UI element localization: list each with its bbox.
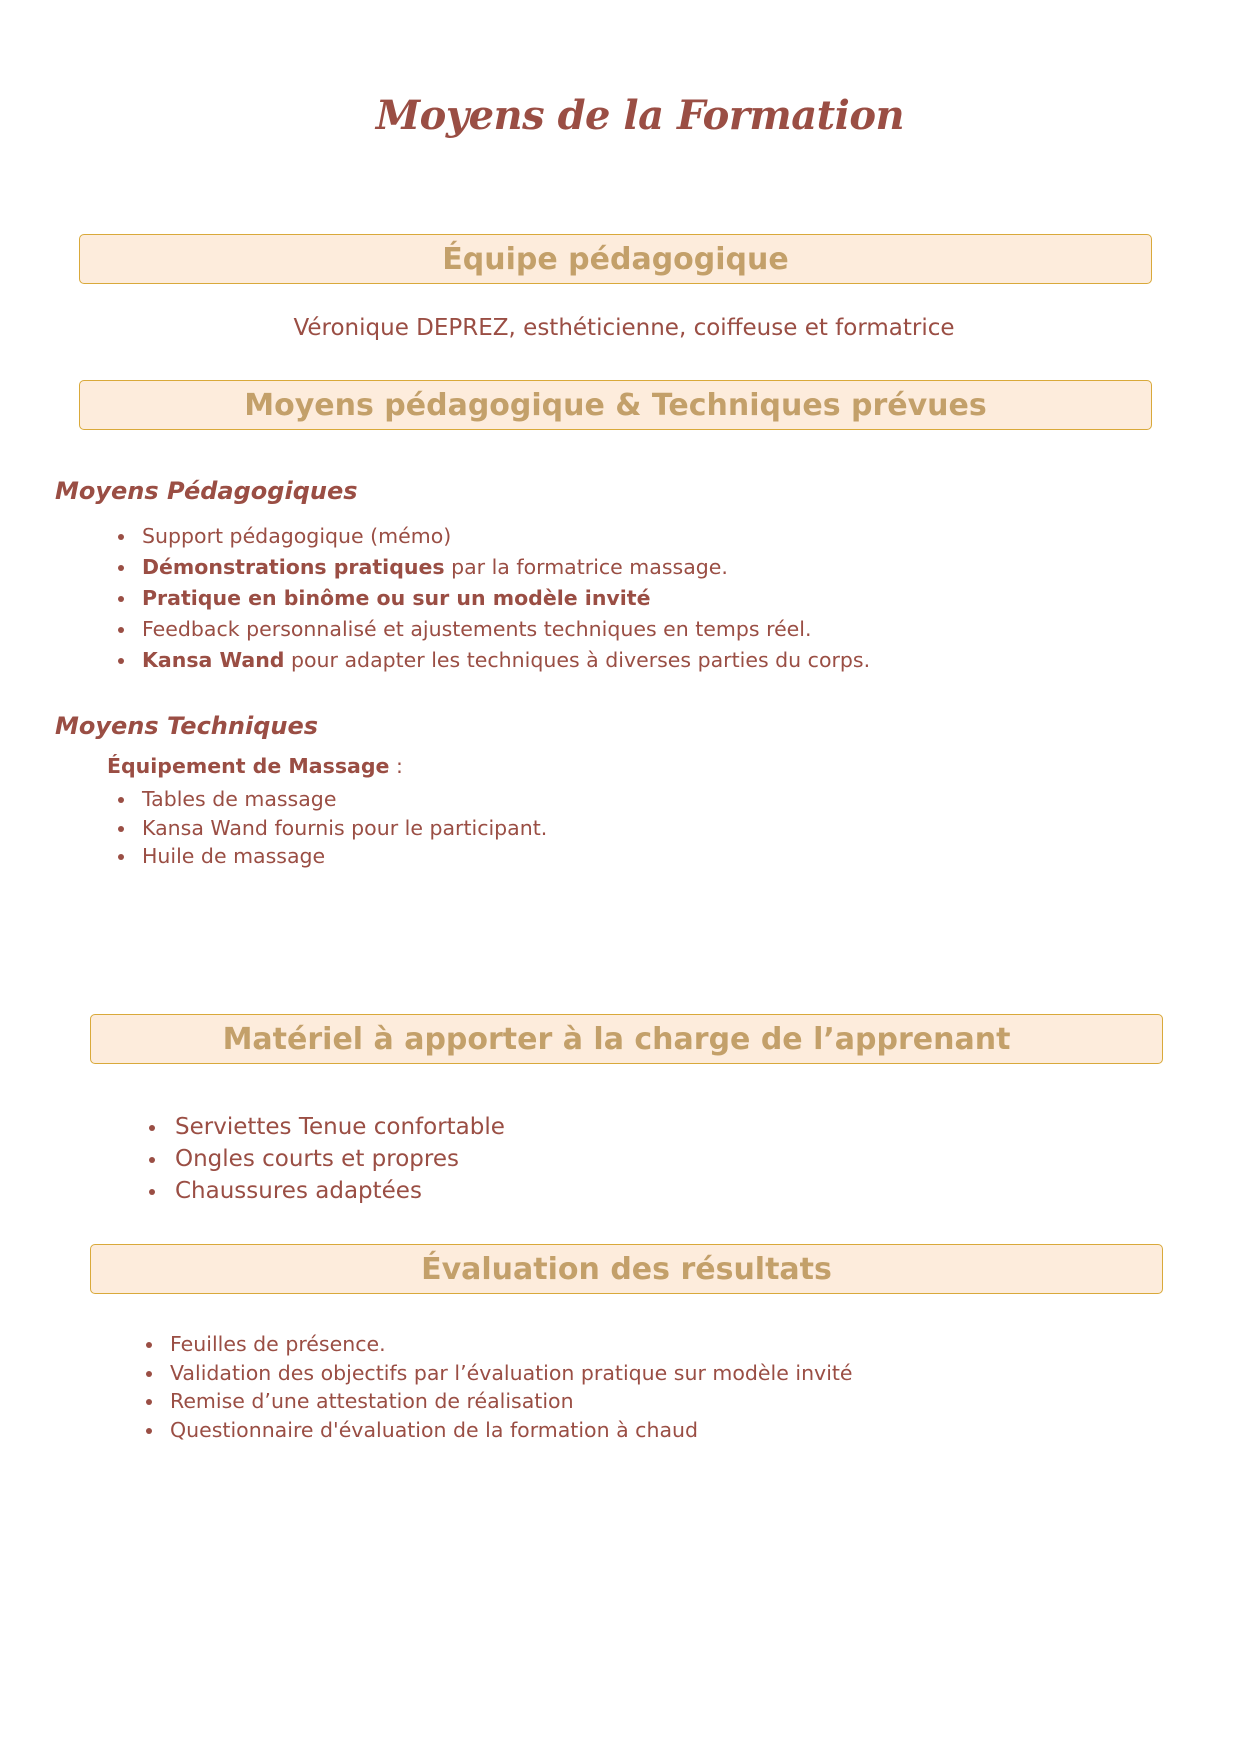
list-item: Feuilles de présence. [170, 1330, 1170, 1359]
list-item: Kansa Wand pour adapter les techniques à diverses parties du corps. [142, 645, 1142, 676]
list-moyens-pedagogiques [142, 521, 1142, 676]
list-item: Ongles courts et propres [175, 1143, 1175, 1175]
list-item: Tables de massage [142, 785, 1142, 814]
page-title: Moyens de la Formation [375, 92, 905, 139]
list-item: Serviettes Tenue confortable [175, 1111, 1175, 1143]
list-item: Chaussures adaptées [175, 1175, 1175, 1207]
section-heading-materiel: Matériel à apporter à la charge de l’apprenant [90, 1014, 1163, 1064]
subtitle-moyens-techniques: Moyens Techniques [55, 712, 319, 740]
list-materiel [175, 1111, 1175, 1207]
section-heading-moyens: Moyens pédagogique & Techniques prévues [79, 380, 1152, 430]
list-item: Validation des objectifs par l’évaluation pratique sur modèle invité [170, 1359, 1170, 1388]
subtitle-moyens-pedagogiques: Moyens Pédagogiques [55, 477, 358, 505]
list-moyens-techniques [142, 785, 1142, 871]
list-evaluation [170, 1330, 1170, 1444]
list-item: Feedback personnalisé et ajustements techniques en temps réel. [142, 614, 1142, 645]
list-item: Pratique en binôme ou sur un modèle invité [142, 583, 1142, 614]
list-item: Questionnaire d'évaluation de la formation à chaud [170, 1416, 1170, 1445]
list-item: Support pédagogique (mémo) [142, 521, 1142, 552]
list-item: Remise d’une attestation de réalisation [170, 1387, 1170, 1416]
equipe-text: Véronique DEPREZ, esthéticienne, coiffeuse et formatrice [293, 315, 955, 341]
equipement-label: Équipement de Massage : [107, 754, 403, 778]
section-heading-evaluation: Évaluation des résultats [90, 1244, 1163, 1294]
list-item: Kansa Wand fournis pour le participant. [142, 814, 1142, 843]
list-item: Huile de massage [142, 842, 1142, 871]
section-heading-equipe: Équipe pédagogique [79, 234, 1152, 284]
list-item: Démonstrations pratiques par la formatrice massage. [142, 552, 1142, 583]
